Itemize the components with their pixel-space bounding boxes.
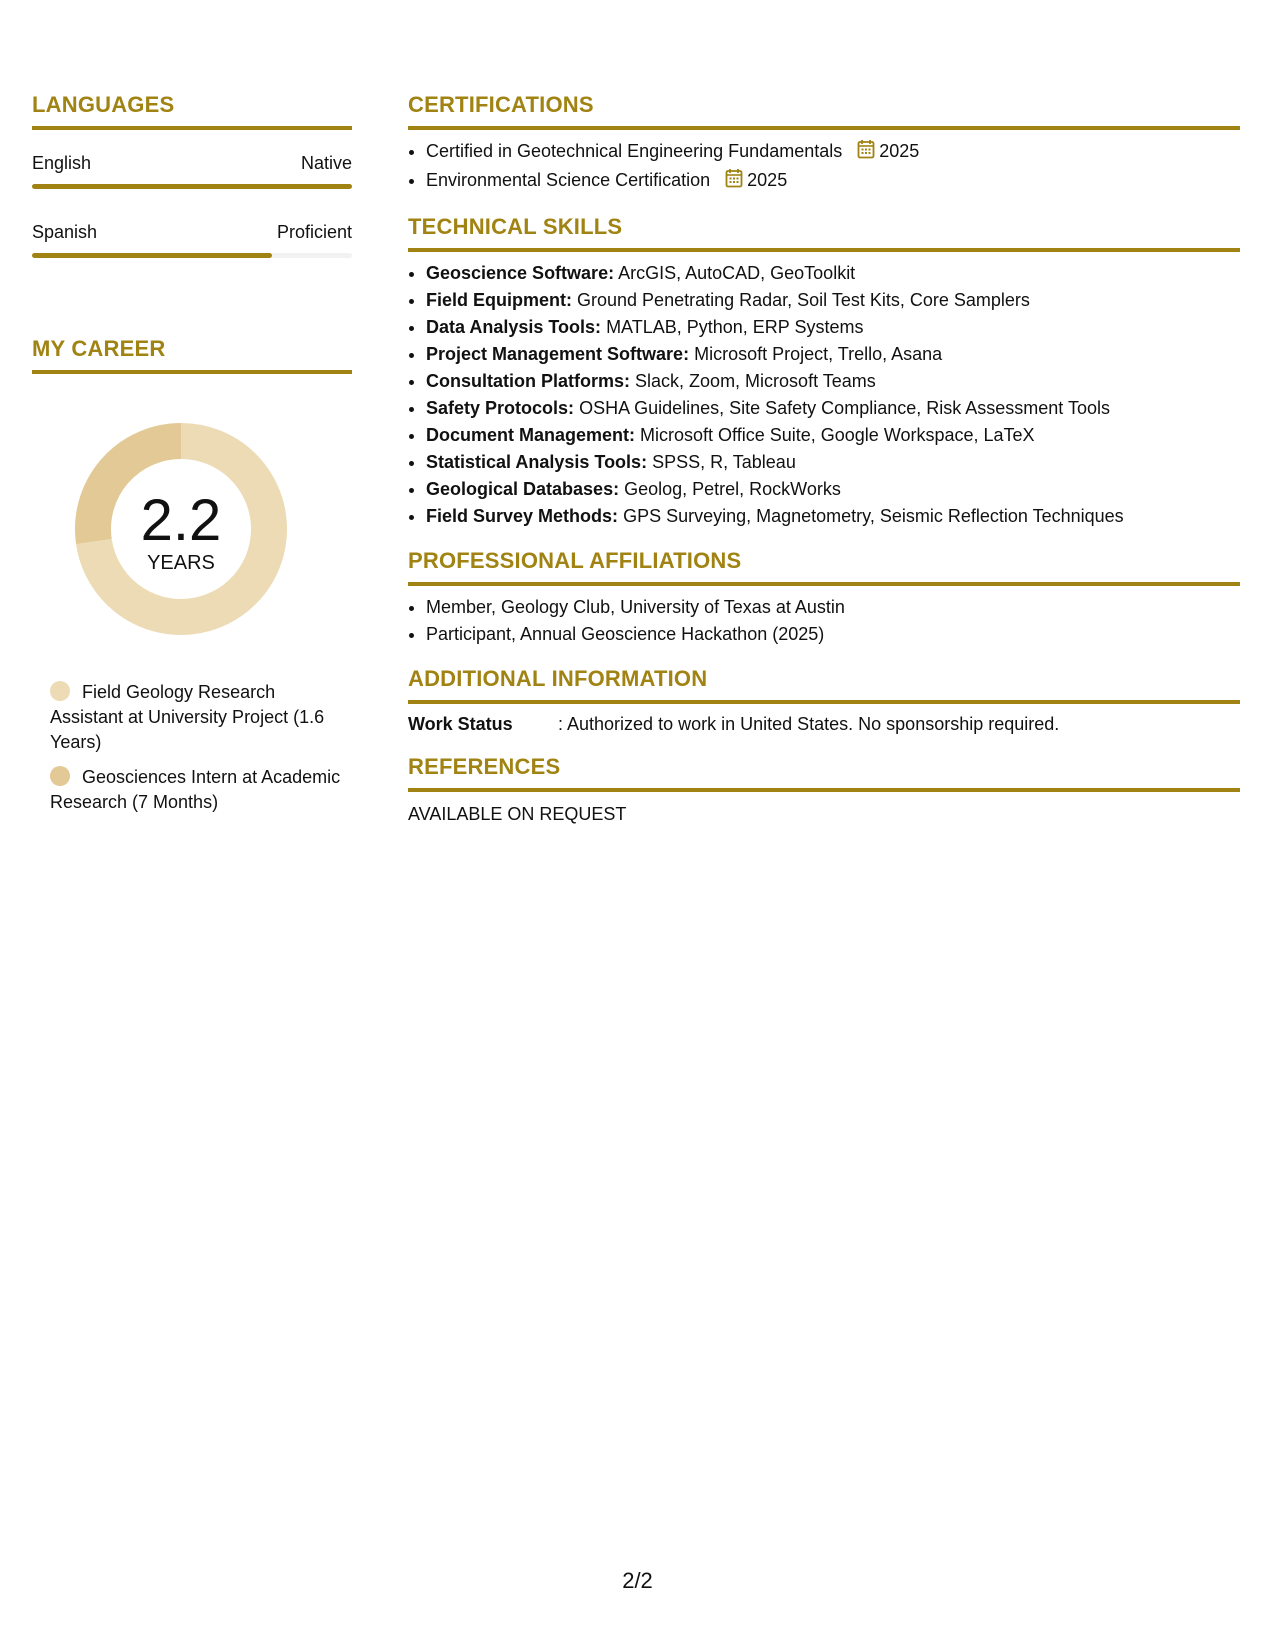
legend-dot-icon [50, 766, 70, 786]
skill-item [426, 368, 1240, 395]
skill-label: Data Analysis Tools: [426, 317, 602, 337]
skill-value: Ground Penetrating Radar, Soil Test Kits, Core Samplers [577, 290, 1030, 310]
certification-item [426, 167, 1240, 196]
career-legend-item [50, 765, 352, 815]
languages-heading: LANGUAGES [32, 90, 352, 130]
career-legend [32, 680, 352, 815]
skill-value: MATLAB, Python, ERP Systems [606, 317, 864, 337]
skill-label: Consultation Platforms: [426, 371, 631, 391]
certification-year: 2025 [879, 141, 920, 161]
language-name: English [32, 153, 92, 173]
career-donut-chart [66, 414, 296, 644]
skill-value: Microsoft Office Suite, Google Workspace, LaTeX [640, 425, 1035, 445]
career-donut-center [66, 414, 296, 644]
career-total-years: 2.2 [140, 488, 222, 553]
career-legend-label: Field Geology Research Assistant at University Project (1.6 Years) [50, 682, 325, 752]
references-section [408, 752, 1240, 826]
career-legend-item [50, 680, 352, 755]
additional-info-section [408, 664, 1240, 736]
technical-skills-section [408, 212, 1240, 530]
language-item-english [32, 152, 352, 189]
language-level: Native [300, 153, 352, 173]
skill-item [426, 395, 1240, 422]
references-heading: REFERENCES [408, 752, 1240, 792]
career-heading: MY CAREER [32, 334, 352, 374]
work-status-value: : Authorized to work in United States. No sponsorship required. [558, 714, 1060, 734]
certifications-list [408, 138, 1240, 196]
language-proficiency-bar [32, 184, 352, 189]
skill-value: Microsoft Project, Trello, Asana [694, 344, 943, 364]
skill-item [426, 287, 1240, 314]
language-item-spanish [32, 221, 352, 258]
right-column [408, 90, 1240, 826]
work-status-label: Work Status [408, 714, 513, 734]
skill-item [426, 503, 1240, 530]
skill-item [426, 260, 1240, 287]
technical-skills-list [408, 260, 1240, 530]
skill-item [426, 476, 1240, 503]
skill-label: Geoscience Software: [426, 263, 615, 283]
affiliations-heading: PROFESSIONAL AFFILIATIONS [408, 546, 1240, 586]
affiliation-item: • Participant, Annual Geoscience Hackathon (2025) [426, 621, 1240, 648]
languages-section [32, 90, 352, 258]
certifications-section [408, 90, 1240, 196]
certification-name: Environmental Science Certification [426, 170, 711, 190]
skill-value: GPS Surveying, Magnetometry, Seismic Reflection Techniques [623, 506, 1124, 526]
skill-item [426, 449, 1240, 476]
additional-info-heading: ADDITIONAL INFORMATION [408, 664, 1240, 704]
certification-year: 2025 [747, 170, 788, 190]
references-text: AVAILABLE ON REQUEST [408, 804, 627, 824]
career-section [32, 334, 352, 815]
skill-item [426, 314, 1240, 341]
skill-label: Statistical Analysis Tools: [426, 452, 648, 472]
skill-value: SPSS, R, Tableau [652, 452, 796, 472]
career-total-unit: YEARS [147, 552, 215, 574]
skill-label: Safety Protocols: [426, 398, 575, 418]
language-name: Spanish [32, 222, 98, 242]
legend-dot-icon [50, 681, 70, 701]
technical-skills-heading: TECHNICAL SKILLS [408, 212, 1240, 252]
career-legend-label: Geosciences Intern at Academic Research (7 Months) [50, 767, 341, 812]
calendar-icon [725, 168, 743, 196]
calendar-icon [857, 139, 875, 167]
certifications-heading: CERTIFICATIONS [408, 90, 1240, 130]
language-level: Proficient [276, 222, 352, 242]
skill-value: Slack, Zoom, Microsoft Teams [635, 371, 876, 391]
skill-item [426, 341, 1240, 368]
affiliations-list [408, 594, 1240, 648]
skill-item [426, 422, 1240, 449]
affiliations-section [408, 546, 1240, 648]
work-status-row [408, 712, 1240, 736]
page-number: 2/2 [622, 1568, 653, 1593]
certification-item [426, 138, 1240, 167]
skill-value: OSHA Guidelines, Site Safety Compliance, Risk Assessment Tools [579, 398, 1110, 418]
skill-label: Project Management Software: [426, 344, 690, 364]
skill-value: ArcGIS, AutoCAD, GeoToolkit [618, 263, 856, 283]
skill-label: Field Survey Methods: [426, 506, 619, 526]
language-proficiency-bar [32, 253, 352, 258]
language-proficiency-fill [32, 253, 272, 258]
skill-label: Field Equipment: [426, 290, 572, 310]
skill-label: Geological Databases: [426, 479, 620, 499]
skill-value: Geolog, Petrel, RockWorks [624, 479, 841, 499]
left-column [32, 90, 352, 825]
skill-label: Document Management: [426, 425, 636, 445]
certification-name: Certified in Geotechnical Engineering Fundamentals [426, 141, 843, 161]
affiliation-item: • Member, Geology Club, University of Texas at Austin [426, 594, 1240, 621]
language-proficiency-fill [32, 184, 352, 189]
